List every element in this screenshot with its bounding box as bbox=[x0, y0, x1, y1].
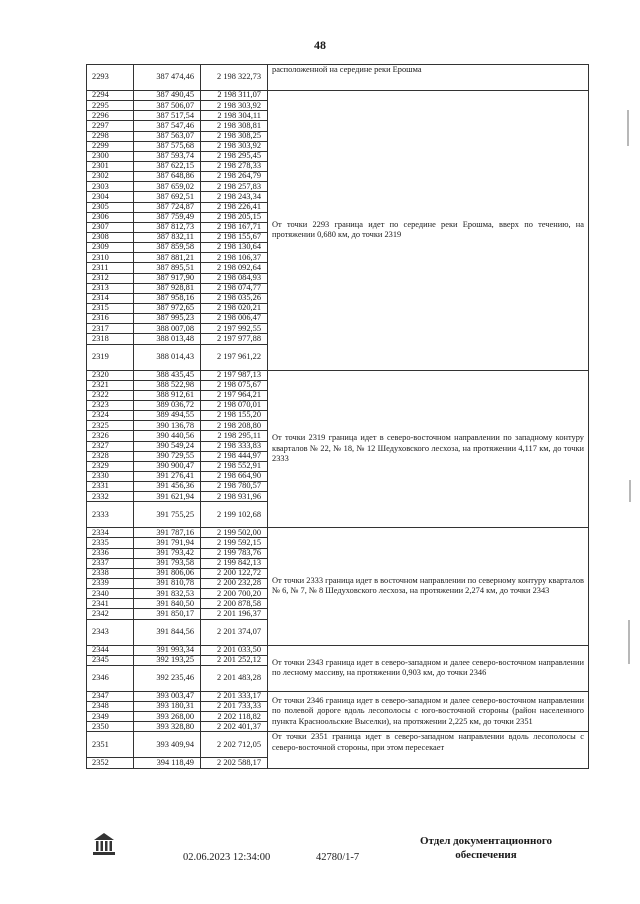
coordinate-y: 2 201 733,33 bbox=[201, 702, 268, 712]
coordinate-y: 2 198 444,97 bbox=[201, 451, 268, 461]
coordinate-y: 2 202 712,05 bbox=[201, 732, 268, 758]
coordinate-x: 390 440,56 bbox=[134, 431, 201, 441]
point-number: 2351 bbox=[87, 732, 134, 758]
point-number: 2344 bbox=[87, 645, 134, 655]
table-row bbox=[87, 65, 589, 91]
coordinate-x: 387 490,45 bbox=[134, 91, 201, 101]
point-number: 2349 bbox=[87, 712, 134, 722]
coordinate-y: 2 202 118,82 bbox=[201, 712, 268, 722]
scan-artifact bbox=[629, 480, 631, 502]
point-number: 2322 bbox=[87, 390, 134, 400]
point-number: 2293 bbox=[87, 65, 134, 91]
coordinate-y: 2 200 122,72 bbox=[201, 568, 268, 578]
emblem-icon bbox=[92, 832, 116, 858]
coordinate-x: 387 593,74 bbox=[134, 151, 201, 161]
point-number: 2317 bbox=[87, 324, 134, 334]
point-number: 2319 bbox=[87, 344, 134, 370]
coordinate-x: 391 993,34 bbox=[134, 645, 201, 655]
coordinate-x: 391 791,94 bbox=[134, 538, 201, 548]
coordinate-x: 387 724,87 bbox=[134, 202, 201, 212]
coordinate-y: 2 198 167,71 bbox=[201, 222, 268, 232]
coordinate-x: 387 759,49 bbox=[134, 212, 201, 222]
page-number: 48 bbox=[314, 38, 326, 52]
coordinate-x: 387 812,73 bbox=[134, 222, 201, 232]
coordinate-x: 387 928,81 bbox=[134, 283, 201, 293]
coordinate-x: 388 007,08 bbox=[134, 324, 201, 334]
table-row bbox=[87, 732, 589, 758]
footer-dept-line2: обеспечения bbox=[455, 849, 517, 861]
coordinate-y: 2 199 783,76 bbox=[201, 548, 268, 558]
point-number: 2314 bbox=[87, 293, 134, 303]
coordinate-y: 2 198 035,26 bbox=[201, 293, 268, 303]
coordinate-y: 2 198 664,90 bbox=[201, 471, 268, 481]
coordinate-x: 388 014,43 bbox=[134, 344, 201, 370]
point-number: 2338 bbox=[87, 568, 134, 578]
coordinate-y: 2 198 308,81 bbox=[201, 121, 268, 131]
coordinate-x: 387 563,07 bbox=[134, 131, 201, 141]
point-number: 2341 bbox=[87, 599, 134, 609]
coordinate-y: 2 201 196,37 bbox=[201, 609, 268, 619]
coordinate-y: 2 200 700,20 bbox=[201, 589, 268, 599]
coordinate-y: 2 198 333,83 bbox=[201, 441, 268, 451]
coordinate-x: 391 850,17 bbox=[134, 609, 201, 619]
point-number: 2305 bbox=[87, 202, 134, 212]
coordinate-x: 387 659,02 bbox=[134, 182, 201, 192]
coordinate-x: 390 900,47 bbox=[134, 461, 201, 471]
point-number: 2308 bbox=[87, 232, 134, 242]
point-number: 2343 bbox=[87, 619, 134, 645]
coordinate-y: 2 198 552,91 bbox=[201, 461, 268, 471]
coordinate-x: 387 917,90 bbox=[134, 273, 201, 283]
coordinate-y: 2 198 308,25 bbox=[201, 131, 268, 141]
point-number: 2336 bbox=[87, 548, 134, 558]
point-number: 2330 bbox=[87, 471, 134, 481]
coordinate-x: 392 235,46 bbox=[134, 665, 201, 691]
coordinate-y: 2 200 232,28 bbox=[201, 579, 268, 589]
coordinate-x: 387 995,23 bbox=[134, 314, 201, 324]
point-number: 2313 bbox=[87, 283, 134, 293]
coordinate-y: 2 198 020,21 bbox=[201, 303, 268, 313]
point-number: 2348 bbox=[87, 702, 134, 712]
table-row bbox=[87, 645, 589, 655]
coordinate-y: 2 198 264,79 bbox=[201, 172, 268, 182]
point-number: 2302 bbox=[87, 172, 134, 182]
coordinate-x: 393 180,31 bbox=[134, 702, 201, 712]
footer-reg-number: 42780/1-7 bbox=[316, 852, 360, 863]
boundary-description: От точки 2343 граница идет в северо-западном и далее северо-восточном направлении по лесному массиву, на протяжении 0,903 км, до точки 2346 bbox=[268, 645, 589, 691]
point-number: 2304 bbox=[87, 192, 134, 202]
point-number: 2340 bbox=[87, 589, 134, 599]
coordinate-x: 388 912,61 bbox=[134, 390, 201, 400]
coordinate-x: 387 972,65 bbox=[134, 303, 201, 313]
footer-datetime: 02.06.2023 12:34:00 bbox=[183, 852, 271, 863]
point-number: 2329 bbox=[87, 461, 134, 471]
coordinate-x: 390 549,24 bbox=[134, 441, 201, 451]
coordinate-x: 387 895,51 bbox=[134, 263, 201, 273]
coordinate-x: 388 013,48 bbox=[134, 334, 201, 344]
boundary-description: От точки 2346 граница идет в северо-западном и далее северо-восточном направлении по полевой дороге вдоль лесополосы с юго-восточной стороны (район населенного пункта Красноольские Выселки), на протяжении 2,225 км, до точки 2351 bbox=[268, 691, 589, 732]
point-number: 2337 bbox=[87, 558, 134, 568]
scan-artifact bbox=[627, 110, 629, 146]
point-number: 2303 bbox=[87, 182, 134, 192]
coordinate-y: 2 198 931,96 bbox=[201, 492, 268, 502]
point-number: 2345 bbox=[87, 655, 134, 665]
coordinate-y: 2 198 130,64 bbox=[201, 243, 268, 253]
coordinate-y: 2 199 592,15 bbox=[201, 538, 268, 548]
coordinate-y: 2 201 374,07 bbox=[201, 619, 268, 645]
point-number: 2342 bbox=[87, 609, 134, 619]
point-number: 2301 bbox=[87, 161, 134, 171]
point-number: 2310 bbox=[87, 253, 134, 263]
boundary-description: От точки 2319 граница идет в северо-восточном направлении по западному контуру кварталов № 22, № 18, № 12 Шедуховского лесхоза, на протяжении 4,117 км, до точки 2333 bbox=[268, 370, 589, 528]
coordinate-y: 2 198 243,34 bbox=[201, 192, 268, 202]
coordinate-y: 2 200 878,58 bbox=[201, 599, 268, 609]
coordinate-y: 2 199 502,00 bbox=[201, 528, 268, 538]
coordinate-y: 2 198 322,73 bbox=[201, 65, 268, 91]
coordinate-y: 2 198 155,67 bbox=[201, 232, 268, 242]
coordinate-y: 2 197 992,55 bbox=[201, 324, 268, 334]
coordinate-x: 387 517,54 bbox=[134, 111, 201, 121]
coordinate-x: 391 787,16 bbox=[134, 528, 201, 538]
coordinate-x: 391 832,53 bbox=[134, 589, 201, 599]
coordinate-x: 391 755,25 bbox=[134, 502, 201, 528]
table-row bbox=[87, 91, 589, 101]
point-number: 2339 bbox=[87, 579, 134, 589]
coordinate-y: 2 202 401,37 bbox=[201, 722, 268, 732]
point-number: 2325 bbox=[87, 421, 134, 431]
coordinate-y: 2 198 226,41 bbox=[201, 202, 268, 212]
coordinate-y: 2 198 303,92 bbox=[201, 141, 268, 151]
coordinate-y: 2 198 303,92 bbox=[201, 101, 268, 111]
coordinate-x: 391 621,94 bbox=[134, 492, 201, 502]
point-number: 2311 bbox=[87, 263, 134, 273]
point-number: 2352 bbox=[87, 758, 134, 768]
boundary-description: расположенной на середине реки Ерошма bbox=[268, 65, 589, 91]
coordinate-y: 2 198 205,15 bbox=[201, 212, 268, 222]
point-number: 2300 bbox=[87, 151, 134, 161]
coordinate-x: 391 844,56 bbox=[134, 619, 201, 645]
coordinate-y: 2 201 033,50 bbox=[201, 645, 268, 655]
coordinate-x: 392 193,25 bbox=[134, 655, 201, 665]
coordinate-x: 390 729,55 bbox=[134, 451, 201, 461]
coordinate-y: 2 201 252,12 bbox=[201, 655, 268, 665]
coordinate-x: 393 328,80 bbox=[134, 722, 201, 732]
coordinate-x: 387 832,11 bbox=[134, 232, 201, 242]
point-number: 2299 bbox=[87, 141, 134, 151]
point-number: 2332 bbox=[87, 492, 134, 502]
coordinate-y: 2 198 084,93 bbox=[201, 273, 268, 283]
point-number: 2320 bbox=[87, 370, 134, 380]
coordinate-x: 394 118,49 bbox=[134, 758, 201, 768]
coordinate-y: 2 201 483,28 bbox=[201, 665, 268, 691]
coordinate-x: 387 474,46 bbox=[134, 65, 201, 91]
coordinate-x: 391 806,06 bbox=[134, 568, 201, 578]
scan-artifact bbox=[628, 620, 630, 664]
coordinate-y: 2 198 070,01 bbox=[201, 400, 268, 410]
coordinate-y: 2 197 977,88 bbox=[201, 334, 268, 344]
boundary-description: От точки 2293 граница идет по середине реки Ерошма, вверх по течению, на протяжении 0,680 км, до точки 2319 bbox=[268, 91, 589, 371]
point-number: 2331 bbox=[87, 482, 134, 492]
coordinate-x: 388 435,45 bbox=[134, 370, 201, 380]
point-number: 2316 bbox=[87, 314, 134, 324]
point-number: 2328 bbox=[87, 451, 134, 461]
coordinate-x: 389 494,55 bbox=[134, 411, 201, 421]
coordinate-x: 391 793,58 bbox=[134, 558, 201, 568]
coordinate-x: 387 859,58 bbox=[134, 243, 201, 253]
point-number: 2315 bbox=[87, 303, 134, 313]
coordinate-x: 388 522,98 bbox=[134, 380, 201, 390]
coordinate-y: 2 198 780,57 bbox=[201, 482, 268, 492]
coordinate-x: 391 276,41 bbox=[134, 471, 201, 481]
point-number: 2306 bbox=[87, 212, 134, 222]
coordinate-y: 2 199 842,13 bbox=[201, 558, 268, 568]
coordinate-x: 387 622,15 bbox=[134, 161, 201, 171]
coordinate-y: 2 201 333,17 bbox=[201, 691, 268, 701]
point-number: 2335 bbox=[87, 538, 134, 548]
point-number: 2298 bbox=[87, 131, 134, 141]
boundary-description: От точки 2351 граница идет в северо-западном направлении вдоль лесополосы с северо-восточной стороны, при этом пересекает bbox=[268, 732, 589, 768]
point-number: 2346 bbox=[87, 665, 134, 691]
coordinate-y: 2 198 257,83 bbox=[201, 182, 268, 192]
coordinate-y: 2 198 295,45 bbox=[201, 151, 268, 161]
coordinate-x: 387 648,86 bbox=[134, 172, 201, 182]
coordinate-y: 2 198 208,80 bbox=[201, 421, 268, 431]
coordinate-x: 389 036,72 bbox=[134, 400, 201, 410]
point-number: 2307 bbox=[87, 222, 134, 232]
footer-department bbox=[396, 834, 576, 862]
point-number: 2312 bbox=[87, 273, 134, 283]
coordinate-x: 387 506,07 bbox=[134, 101, 201, 111]
coordinate-x: 393 268,00 bbox=[134, 712, 201, 722]
coordinate-y: 2 198 278,33 bbox=[201, 161, 268, 171]
point-number: 2334 bbox=[87, 528, 134, 538]
point-number: 2350 bbox=[87, 722, 134, 732]
point-number: 2327 bbox=[87, 441, 134, 451]
coordinate-x: 391 840,50 bbox=[134, 599, 201, 609]
coordinate-x: 387 692,51 bbox=[134, 192, 201, 202]
coordinate-y: 2 202 588,17 bbox=[201, 758, 268, 768]
point-number: 2309 bbox=[87, 243, 134, 253]
table-row bbox=[87, 528, 589, 538]
coordinate-x: 393 409,94 bbox=[134, 732, 201, 758]
coordinate-y: 2 197 964,21 bbox=[201, 390, 268, 400]
point-number: 2326 bbox=[87, 431, 134, 441]
table-row bbox=[87, 691, 589, 701]
coordinate-y: 2 198 106,37 bbox=[201, 253, 268, 263]
point-number: 2347 bbox=[87, 691, 134, 701]
coordinate-x: 391 456,36 bbox=[134, 482, 201, 492]
boundary-description: От точки 2333 граница идет в восточном направлении по северному контуру кварталов № 6, № 7, № 8 Шедуховского лесхоза, на протяжении 2,274 км, до точки 2343 bbox=[268, 528, 589, 645]
coordinates-table bbox=[86, 64, 589, 769]
point-number: 2296 bbox=[87, 111, 134, 121]
coordinate-y: 2 198 075,67 bbox=[201, 380, 268, 390]
coordinate-y: 2 198 304,11 bbox=[201, 111, 268, 121]
footer-dept-line1: Отдел документационного bbox=[419, 835, 553, 847]
coordinate-y: 2 198 006,47 bbox=[201, 314, 268, 324]
point-number: 2297 bbox=[87, 121, 134, 131]
coordinate-y: 2 198 155,20 bbox=[201, 411, 268, 421]
coordinate-y: 2 198 311,07 bbox=[201, 91, 268, 101]
coordinate-y: 2 198 074,77 bbox=[201, 283, 268, 293]
coordinate-y: 2 199 102,68 bbox=[201, 502, 268, 528]
coordinate-x: 387 881,21 bbox=[134, 253, 201, 263]
coordinate-x: 391 793,42 bbox=[134, 548, 201, 558]
point-number: 2333 bbox=[87, 502, 134, 528]
point-number: 2294 bbox=[87, 91, 134, 101]
point-number: 2323 bbox=[87, 400, 134, 410]
point-number: 2318 bbox=[87, 334, 134, 344]
point-number: 2324 bbox=[87, 411, 134, 421]
coordinate-x: 390 136,78 bbox=[134, 421, 201, 431]
table-row bbox=[87, 370, 589, 380]
point-number: 2321 bbox=[87, 380, 134, 390]
coordinate-x: 387 575,68 bbox=[134, 141, 201, 151]
coordinate-x: 387 547,46 bbox=[134, 121, 201, 131]
coordinate-x: 391 810,78 bbox=[134, 579, 201, 589]
coordinate-x: 393 003,47 bbox=[134, 691, 201, 701]
coordinate-y: 2 198 295,11 bbox=[201, 431, 268, 441]
coordinate-y: 2 197 961,22 bbox=[201, 344, 268, 370]
coordinate-y: 2 197 987,13 bbox=[201, 370, 268, 380]
coordinate-x: 387 958,16 bbox=[134, 293, 201, 303]
coordinate-y: 2 198 092,64 bbox=[201, 263, 268, 273]
point-number: 2295 bbox=[87, 101, 134, 111]
